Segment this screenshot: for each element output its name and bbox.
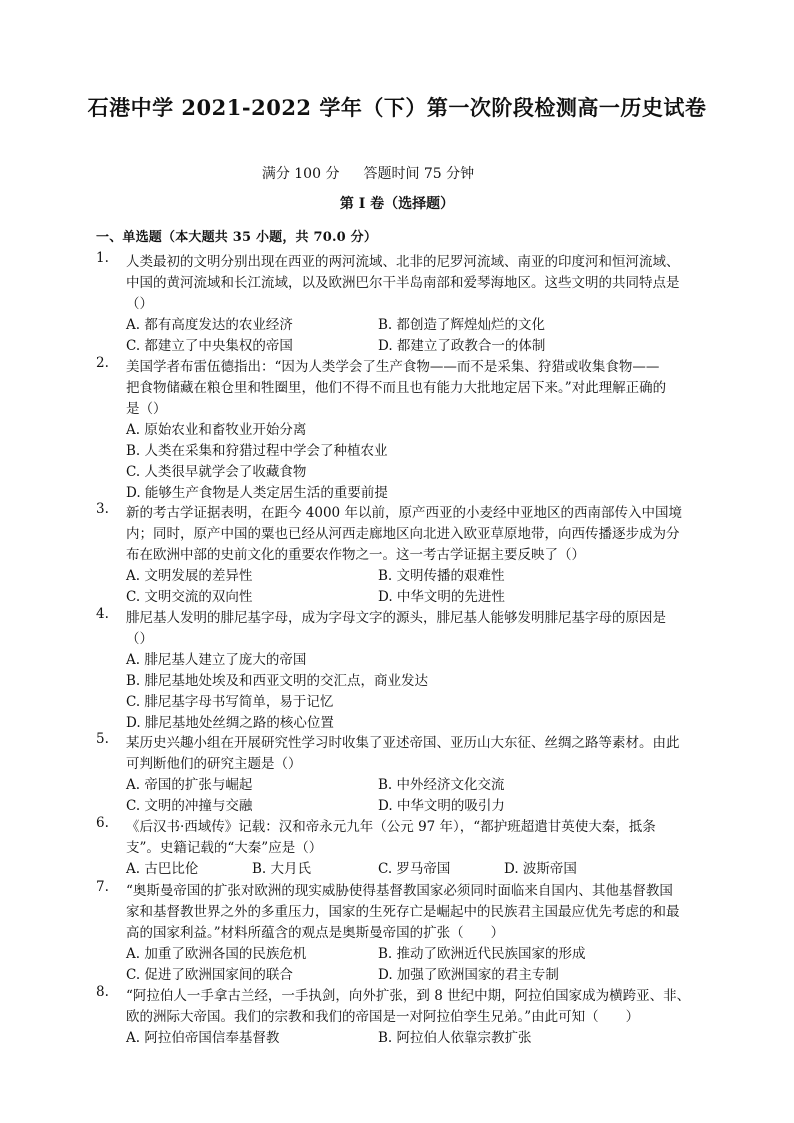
- question-text-line: 家和基督教世界之外的多重压力，国家的生死存亡是崛起中的民族君主国最应优先考虑的和最: [126, 904, 680, 920]
- question-number: 3.: [96, 501, 109, 517]
- option-b: B. 人类在采集和狩猎过程中学会了种植农业: [126, 443, 388, 459]
- part-heading: 第 I 卷（选择题）: [339, 196, 455, 212]
- option-b: B. 阿拉伯人依靠宗教扩张: [378, 1030, 532, 1046]
- question-text-line: 可判断他们的研究主题是（）: [126, 756, 302, 772]
- option-b: B. 大月氏: [252, 861, 312, 877]
- question-number: 2.: [96, 355, 109, 371]
- full-score: 满分 100 分: [261, 166, 340, 182]
- question-text-line: “阿拉伯人一手拿古兰经，一手执剑，向外扩张，到 8 世纪中期，阿拉伯国家成为横跨亚、非、: [126, 988, 691, 1004]
- question-text-line: （）: [126, 296, 153, 312]
- option-b: B. 推动了欧洲近代民族国家的形成: [378, 946, 586, 962]
- option-b: B. 都创造了辉煌灿烂的文化: [378, 317, 546, 333]
- answer-time: 答题时间 75 分钟: [363, 166, 475, 182]
- question-text-line: 新的考古学证据表明，在距今 4000 年以前，原产西亚的小麦经中亚地区的西南部传入中国境: [126, 505, 682, 521]
- option-d: D. 加强了欧洲国家的君主专制: [378, 967, 559, 983]
- option-a: A. 都有高度发达的农业经济: [126, 317, 293, 333]
- option-b: B. 文明传播的艰难性: [378, 568, 505, 584]
- option-c: C. 罗马帝国: [378, 861, 451, 877]
- question-text-line: 中国的黄河流域和长江流域，以及欧洲巴尔干半岛南部和爱琴海地区。这些文明的共同特点是: [126, 275, 680, 291]
- option-c: C. 人类很早就学会了收藏食物: [126, 464, 307, 480]
- option-a: A. 原始农业和畜牧业开始分离: [126, 422, 307, 438]
- question-text-line: 腓尼基人发明的腓尼基字母，成为字母文字的源头，腓尼基人能够发明腓尼基字母的原因是: [126, 610, 666, 626]
- question-text-line: 美国学者布雷伍德指出：“因为人类学会了生产食物——而不是采集、狩猎或收集食物——: [126, 359, 660, 375]
- question-text-line: 布在欧洲中部的史前文化的重要农作物之一。这一考古学证据主要反映了（）: [126, 547, 585, 563]
- question-number: 1.: [96, 250, 109, 266]
- question-text-line: （）: [126, 631, 153, 647]
- option-a: A. 古巴比伦: [126, 861, 199, 877]
- question-number: 8.: [96, 984, 109, 1000]
- option-c: C. 文明交流的双向性: [126, 589, 253, 605]
- option-c: C. 促进了欧洲国家间的联合: [126, 967, 293, 983]
- question-number: 6.: [96, 815, 109, 831]
- option-a: A. 加重了欧洲各国的民族危机: [126, 946, 307, 962]
- option-b: B. 中外经济文化交流: [378, 777, 505, 793]
- question-text-line: 内；同时，原产中国的粟也已经从河西走廊地区向北进入欧亚草原地带，向西传播逐步成为分: [126, 526, 680, 542]
- option-d: D. 中华文明的先进性: [378, 589, 505, 605]
- question-text-line: 人类最初的文明分别出现在西亚的两河流域、北非的尼罗河流域、南亚的印度河和恒河流域、: [126, 254, 680, 270]
- question-number: 7.: [96, 879, 109, 895]
- question-text-line: 高的国家利益。”材料所蕴含的观点是奥斯曼帝国的扩张（ ）: [126, 925, 505, 941]
- question-text-line: 某历史兴趣小组在开展研究性学习时收集了亚述帝国、亚历山大东征、丝绸之路等素材。由此: [126, 735, 680, 751]
- option-c: C. 都建立了中央集权的帝国: [126, 338, 293, 354]
- question-text-line: 是（）: [126, 401, 167, 417]
- question-number: 4.: [96, 606, 109, 622]
- question-number: 5.: [96, 731, 109, 747]
- question-text-line: 欧的洲际大帝国。我们的宗教和我们的帝国是一对阿拉伯孪生兄弟。”由此可知（ ）: [126, 1009, 640, 1025]
- question-text-line: “奥斯曼帝国的扩张对欧洲的现实威胁使得基督教国家必须同时面临来自国内、其他基督教国: [126, 883, 673, 899]
- option-d: D. 中华文明的吸引力: [378, 798, 505, 814]
- option-c: C. 文明的冲撞与交融: [126, 798, 253, 814]
- option-a: A. 帝国的扩张与崛起: [126, 777, 253, 793]
- exam-title: 石港中学 2021-2022 学年（下）第一次阶段检测高一历史试卷: [87, 95, 707, 120]
- question-text-line: 《后汉书·西域传》记载：汉和帝永元九年（公元 97 年），“都护班超遣甘英使大秦，抵条: [126, 819, 656, 835]
- option-a: A. 阿拉伯帝国信奉基督教: [126, 1030, 280, 1046]
- option-a: A. 腓尼基人建立了庞大的帝国: [126, 652, 307, 668]
- question-text-line: 支”。史籍记载的“大秦”应是（）: [126, 840, 323, 856]
- option-b: B. 腓尼基地处埃及和西亚文明的交汇点，商业发达: [126, 673, 429, 689]
- option-a: A. 文明发展的差异性: [126, 568, 253, 584]
- option-d: D. 波斯帝国: [504, 861, 577, 877]
- option-d: D. 腓尼基地处丝绸之路的核心位置: [126, 715, 334, 731]
- question-text-line: 把食物储藏在粮仓里和牲圈里，他们不得不而且也有能力大批地定居下来。”对此理解正确的: [126, 380, 667, 396]
- section-heading: 一、单选题（本大题共 35 小题，共 70.0 分）: [96, 230, 378, 245]
- option-d: D. 能够生产食物是人类定居生活的重要前提: [126, 485, 388, 501]
- option-c: C. 腓尼基字母书写简单，易于记忆: [126, 694, 334, 710]
- option-d: D. 都建立了政教合一的体制: [378, 338, 546, 354]
- exam-info-line: [0, 163, 736, 183]
